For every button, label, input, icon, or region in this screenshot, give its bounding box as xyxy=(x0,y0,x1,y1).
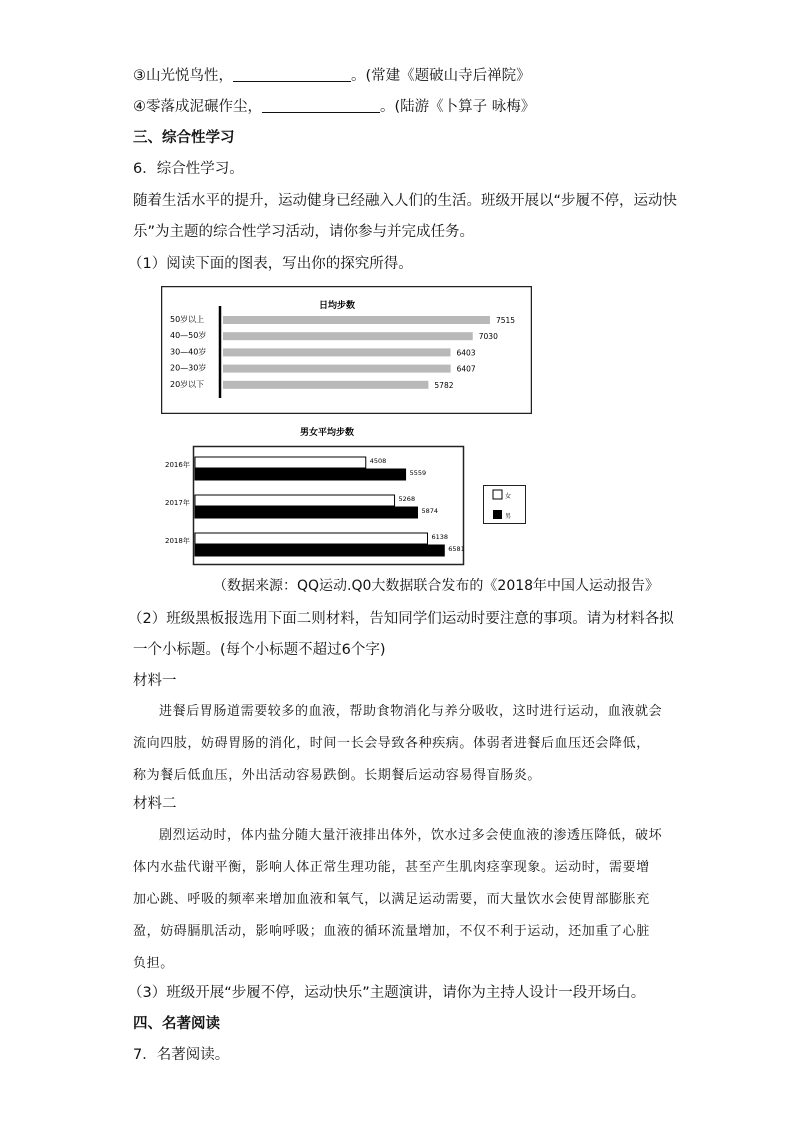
chart1-bar xyxy=(223,348,450,356)
chart2-category-label: 2017年 xyxy=(165,499,190,507)
answer-blank-3[interactable] xyxy=(233,67,351,82)
chart2-bar-female xyxy=(195,495,395,506)
chart2-value-label: 6138 xyxy=(431,533,449,541)
task2-line-1: （2）班级黑板报选用下面二则材料，告知同学们运动时要注意的事项。请为材料各拟 xyxy=(128,611,674,627)
intro-line-1: 随着生活水平的提升，运动健身已经融入人们的生活。班级开展以“步履不停，运动快 xyxy=(133,193,678,209)
chart1-bar xyxy=(223,381,428,389)
chart1-value-label: 5782 xyxy=(434,380,454,390)
legend-swatch-female xyxy=(493,490,502,499)
chart2-bar-female xyxy=(195,457,366,468)
task2-line-2: 一个小标题。(每个小标题不超过6个字) xyxy=(133,642,386,658)
q7-title: 7．名著阅读。 xyxy=(133,1047,230,1063)
chart1-value-label: 7030 xyxy=(478,332,498,342)
chart1-bar xyxy=(223,316,490,324)
poem-line-3 xyxy=(133,66,531,86)
material2-title: 材料二 xyxy=(133,796,177,812)
legend-swatch-male xyxy=(493,510,502,519)
chart1-value-label: 7515 xyxy=(495,316,516,325)
daily-steps-chart xyxy=(161,286,532,414)
chart1-title: 日均步数 xyxy=(318,301,356,311)
legend-label-female: 女 xyxy=(505,493,512,500)
poem-line-3-suffix: 。(常建《题破山寺后禅院》 xyxy=(351,68,531,84)
task3-text: （3）班级开展“步履不停，运动快乐”主题演讲，请你为主持人设计一段开场白。 xyxy=(128,985,646,1001)
chart1-category-label: 40—50岁 xyxy=(170,331,207,341)
material1-text: 进餐后胃肠道需要较多的血液，帮助食物消化与养分吸收，这时进行运动，血液就会流向四肢，妨碍胃肠的消化，时间一长会导致各种疾病。体弱者进餐后血压还会降低，称为餐后低血压，外出活动容易跌倒。长期餐后运动容易得盲肠炎。 xyxy=(133,704,663,783)
chart2-value-label: 5268 xyxy=(398,495,416,503)
chart1-category-label: 50岁以上 xyxy=(170,315,205,324)
q6-title: 6．综合性学习。 xyxy=(133,161,244,177)
chart2-bar-female xyxy=(195,533,428,544)
chart2-category-label: 2018年 xyxy=(165,537,190,545)
section3-title: 三、综合性学习 xyxy=(133,130,235,146)
section4-title: 四、名著阅读 xyxy=(133,1016,220,1032)
chart2-value-label: 6581 xyxy=(448,545,465,553)
source-note: （数据来源：QQ运动.Q0大数据联合发布的《2018年中国人运动报告》 xyxy=(213,578,660,594)
chart2-bar-male xyxy=(195,545,444,556)
material1-body xyxy=(133,696,663,792)
answer-blank-4[interactable] xyxy=(262,98,380,113)
chart1-category-label: 20岁以下 xyxy=(170,379,205,389)
poem-line-3-prefix: ③山光悦鸟性， xyxy=(133,68,233,84)
chart2-value-label: 5874 xyxy=(421,507,439,515)
chart2-value-label: 4508 xyxy=(369,457,387,465)
chart2-bar-male xyxy=(195,469,406,480)
chart2-title: 男女平均步数 xyxy=(299,428,355,438)
chart1-bar xyxy=(223,365,451,373)
chart2-category-label: 2016年 xyxy=(165,461,190,469)
chart1-value-label: 6407 xyxy=(456,364,476,374)
chart1-category-label: 30—40岁 xyxy=(170,347,207,357)
chart1-bar xyxy=(223,332,473,340)
gender-steps-chart xyxy=(160,424,530,566)
intro-line-2: 乐”为主题的综合性学习活动，请你参与并完成任务。 xyxy=(133,224,475,240)
material2-body xyxy=(133,820,663,980)
chart2-value-label: 5559 xyxy=(409,469,427,477)
material2-text: 剧烈运动时，体内盐分随大量汗液排出体外，饮水过多会使血液的渗透压降低，破坏体内水盐代谢平衡，影响人体正常生理功能，甚至产生肌肉痉挛现象。运动时，需要增加心跳、呼吸的频率来增加血液和氧气，以满足运动需要，而大量饮水会使胃部膨胀充盈，妨碍膈肌活动，影响呼吸；血液的循环流量增加，不仅不利于运动，还加重了心脏负担。 xyxy=(133,828,663,971)
material1-title: 材料一 xyxy=(133,673,177,689)
chart1-value-label: 6403 xyxy=(456,348,476,358)
poem-line-4-suffix: 。(陆游《卜算子 咏梅》 xyxy=(380,99,536,115)
poem-line-4 xyxy=(133,97,535,117)
task1-text: （1）阅读下面的图表，写出你的探究所得。 xyxy=(128,256,413,272)
legend-label-male: 男 xyxy=(505,513,512,520)
chart1-category-label: 20—30岁 xyxy=(170,363,207,373)
poem-line-4-prefix: ④零落成泥碾作尘， xyxy=(133,99,262,115)
chart2-bar-male xyxy=(195,507,418,518)
